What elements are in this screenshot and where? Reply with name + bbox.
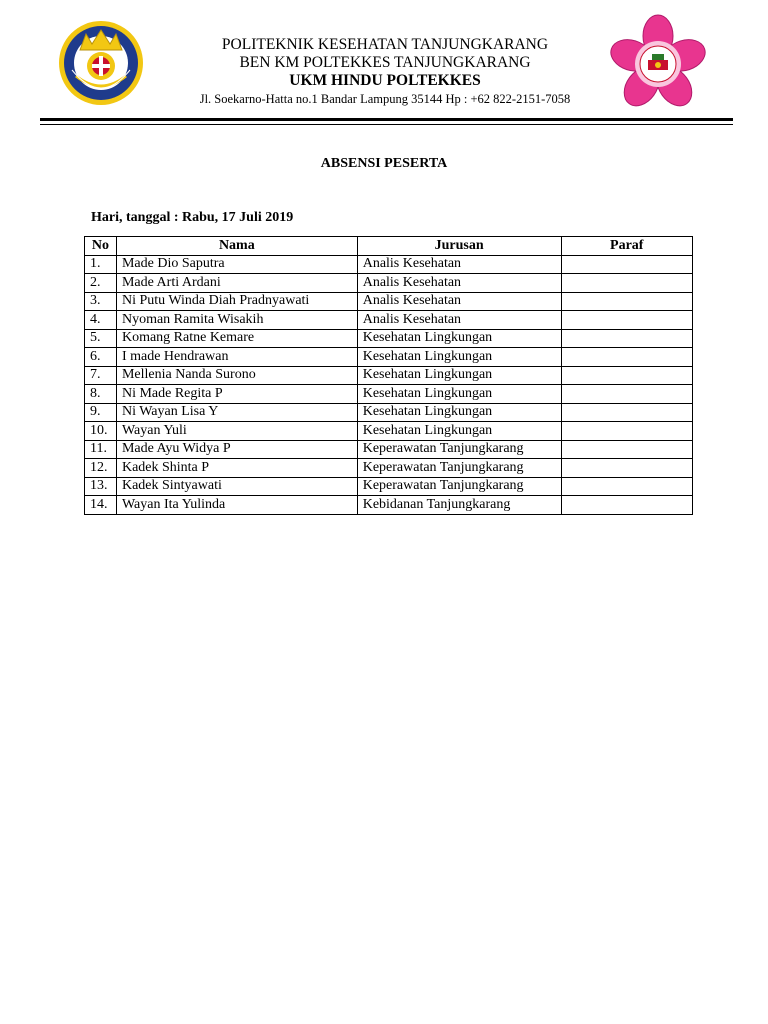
lotus-logo-icon	[610, 14, 706, 110]
cell-nama: Mellenia Nanda Surono	[116, 366, 357, 385]
cell-jurusan: Keperawatan Tanjungkarang	[357, 440, 561, 459]
cell-paraf	[561, 477, 693, 496]
table-row	[85, 255, 693, 274]
cell-paraf	[561, 496, 693, 515]
header-paraf: Paraf	[561, 237, 693, 256]
cell-nama: Made Ayu Widya P	[116, 440, 357, 459]
cell-jurusan: Keperawatan Tanjungkarang	[357, 477, 561, 496]
table-row	[85, 385, 693, 404]
cell-paraf	[561, 292, 693, 311]
cell-jurusan: Kebidanan Tanjungkarang	[357, 496, 561, 515]
table-header-row	[85, 237, 693, 256]
cell-nama: I made Hendrawan	[116, 348, 357, 367]
address-line: Jl. Soekarno-Hatta no.1 Bandar Lampung 35144 Hp : +62 822-2151-7058	[199, 92, 571, 106]
table-row	[85, 440, 693, 459]
cell-paraf	[561, 274, 693, 293]
date-line: Hari, tanggal : Rabu, 17 Juli 2019	[91, 210, 294, 225]
cell-nama: Wayan Yuli	[116, 422, 357, 441]
cell-paraf	[561, 459, 693, 478]
cell-no: 8.	[85, 385, 117, 404]
cell-paraf	[561, 385, 693, 404]
table-row	[85, 477, 693, 496]
table-row	[85, 366, 693, 385]
cell-jurusan: Kesehatan Lingkungan	[357, 366, 561, 385]
table-row	[85, 459, 693, 478]
poltekkes-logo-icon	[58, 20, 144, 106]
cell-no: 4.	[85, 311, 117, 330]
cell-no: 6.	[85, 348, 117, 367]
cell-no: 5.	[85, 329, 117, 348]
cell-no: 13.	[85, 477, 117, 496]
cell-paraf	[561, 440, 693, 459]
cell-paraf	[561, 422, 693, 441]
cell-nama: Ni Made Regita P	[116, 385, 357, 404]
cell-paraf	[561, 348, 693, 367]
cell-jurusan: Analis Kesehatan	[357, 311, 561, 330]
cell-no: 7.	[85, 366, 117, 385]
cell-no: 12.	[85, 459, 117, 478]
cell-jurusan: Kesehatan Lingkungan	[357, 422, 561, 441]
cell-jurusan: Analis Kesehatan	[357, 255, 561, 274]
cell-nama: Made Arti Ardani	[116, 274, 357, 293]
header-nama: Nama	[116, 237, 357, 256]
cell-jurusan: Kesehatan Lingkungan	[357, 385, 561, 404]
table-row	[85, 403, 693, 422]
cell-no: 10.	[85, 422, 117, 441]
table-row	[85, 292, 693, 311]
cell-no: 9.	[85, 403, 117, 422]
cell-jurusan: Analis Kesehatan	[357, 274, 561, 293]
cell-jurusan: Kesehatan Lingkungan	[357, 329, 561, 348]
document-title: ABSENSI PESERTA	[320, 156, 448, 171]
unit-name: UKM HINDU POLTEKKES	[289, 72, 481, 89]
cell-jurusan: Kesehatan Lingkungan	[357, 403, 561, 422]
institution-name: POLITEKNIK KESEHATAN TANJUNGKARANG	[221, 36, 549, 53]
cell-no: 1.	[85, 255, 117, 274]
table-row	[85, 348, 693, 367]
cell-nama: Kadek Sintyawati	[116, 477, 357, 496]
table-row	[85, 329, 693, 348]
attendance-table	[84, 236, 693, 515]
cell-no: 3.	[85, 292, 117, 311]
table-row	[85, 496, 693, 515]
organization-name: BEN KM POLTEKKES TANJUNGKARANG	[239, 54, 531, 71]
table-row	[85, 274, 693, 293]
cell-nama: Kadek Shinta P	[116, 459, 357, 478]
cell-jurusan: Keperawatan Tanjungkarang	[357, 459, 561, 478]
cell-no: 11.	[85, 440, 117, 459]
table-row	[85, 422, 693, 441]
cell-nama: Ni Putu Winda Diah Pradnyawati	[116, 292, 357, 311]
header-no: No	[85, 237, 117, 256]
cell-no: 2.	[85, 274, 117, 293]
cell-nama: Made Dio Saputra	[116, 255, 357, 274]
letterhead	[160, 35, 610, 108]
header-jurusan: Jurusan	[357, 237, 561, 256]
cell-nama: Nyoman Ramita Wisakih	[116, 311, 357, 330]
cell-paraf	[561, 255, 693, 274]
cell-jurusan: Kesehatan Lingkungan	[357, 348, 561, 367]
cell-paraf	[561, 311, 693, 330]
cell-no: 14.	[85, 496, 117, 515]
cell-nama: Wayan Ita Yulinda	[116, 496, 357, 515]
cell-nama: Ni Wayan Lisa Y	[116, 403, 357, 422]
cell-nama: Komang Ratne Kemare	[116, 329, 357, 348]
header-rule-thick	[40, 118, 733, 121]
cell-paraf	[561, 403, 693, 422]
cell-paraf	[561, 366, 693, 385]
cell-paraf	[561, 329, 693, 348]
cell-jurusan: Analis Kesehatan	[357, 292, 561, 311]
header-rule-thin	[40, 124, 733, 125]
table-row	[85, 311, 693, 330]
